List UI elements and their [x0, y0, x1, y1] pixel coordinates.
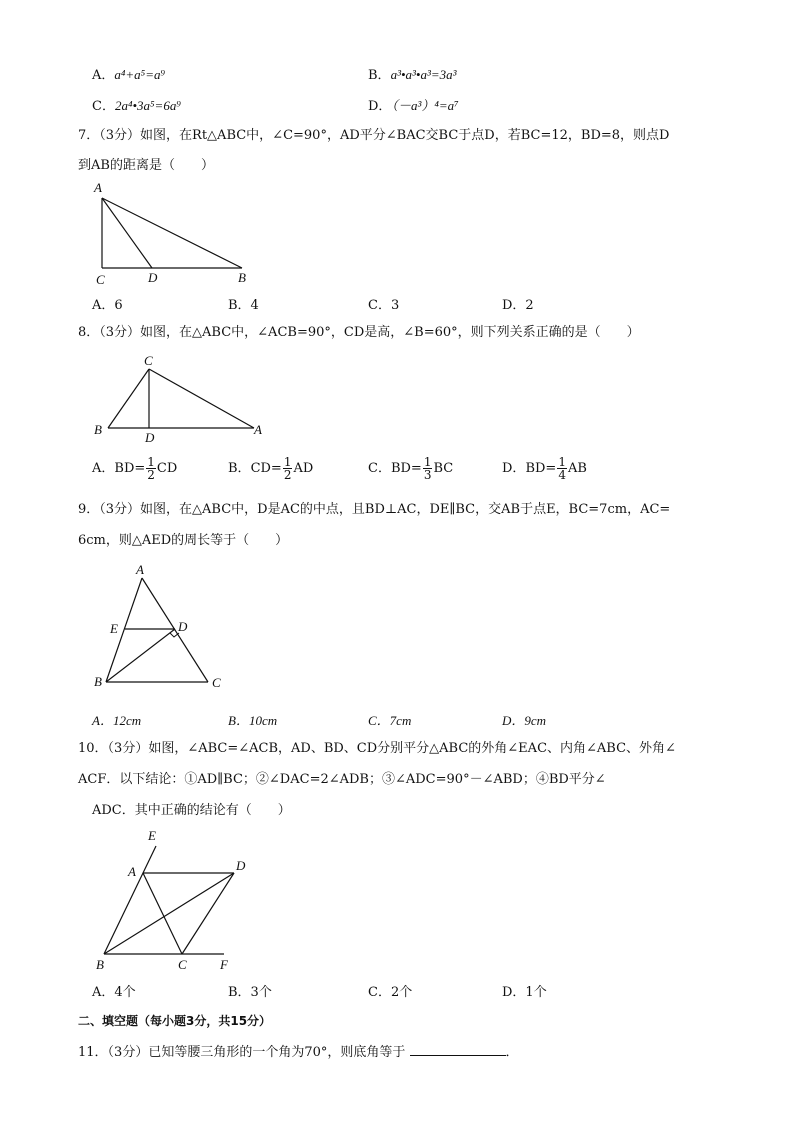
q7-label-a: A [94, 180, 102, 195]
q9-option-a: A．12cm [92, 713, 142, 728]
q8-option-b: B．CD= $\frac{1}{2}$ AD [228, 455, 314, 482]
q9-label-b: B [94, 674, 102, 689]
q10-option-a: A．4个 [92, 985, 136, 1000]
q7-stem-line2: 到AB的距离是（ ） [78, 158, 214, 173]
q6-option-a: A．a⁴+a⁵=a⁹ [92, 67, 165, 83]
q6-option-d: D．（－a³）⁴=a⁷ [368, 98, 459, 114]
q10-label-c: C [178, 957, 187, 972]
q10-label-a: A [128, 864, 136, 879]
q10-label-d: D [236, 858, 246, 873]
q6-option-b-expr: a³•a³•a³=3a³ [390, 67, 457, 82]
q10-label-b: B [96, 957, 104, 972]
q7-stem-line1: 7．（3分）如图，在Rt△ABC中，∠C=90°，AD平分∠BAC交BC于点D，若BC=12，BD=8，则点D [78, 128, 670, 143]
q10-option-d: D．1个 [502, 985, 547, 1000]
q6-option-d-expr: （－a³）⁴=a⁷ [391, 98, 459, 113]
q7-figure [90, 178, 260, 288]
q6-option-c: C．2a⁴•3a⁵=6a⁹ [92, 98, 181, 114]
q11-answer-blank [410, 1043, 506, 1056]
q10-stem-line2: ACF．以下结论：①AD∥BC；②∠DAC=2∠ADB；③∠ADC=90°－∠ABD；④BD平分∠ [78, 772, 606, 787]
q9-label-d: D [178, 619, 188, 634]
q8-option-c: C．BD= $\frac{1}{3}$ BC [368, 455, 454, 482]
q10-option-c: C．2个 [368, 985, 413, 1000]
q7-option-c: C．3 [368, 298, 400, 313]
q11-stem: 11．（3分）已知等腰三角形的一个角为70°，则底角等于 ． [78, 1045, 519, 1060]
q7-label-c: C [96, 272, 105, 287]
q10-label-f: F [220, 957, 228, 972]
q9-option-b: B．10cm [228, 713, 278, 728]
q8-stem: 8．（3分）如图，在△ABC中，∠ACB=90°，CD是高，∠B=60°，则下列关系正确的是（ ） [78, 325, 640, 340]
q8-label-b: B [94, 422, 102, 437]
section-fill-in-title: 二、填空题（每小题3分，共15分） [78, 1014, 272, 1028]
q10-stem-line1: 10．（3分）如图，∠ABC=∠ACB，AD、BD、CD分别平分△ABC的外角∠EAC、内角∠ABC、外角∠ [78, 741, 676, 756]
q10-option-b: B．3个 [228, 985, 272, 1000]
q10-stem-line3: ADC．其中正确的结论有（ ） [92, 803, 291, 818]
q9-label-c: C [212, 675, 221, 690]
q6-option-c-expr: 2a⁴•3a⁵=6a⁹ [114, 98, 181, 113]
q8-option-a: A．BD= $\frac{1}{2}$ CD [92, 455, 178, 482]
q10-label-e: E [148, 828, 156, 843]
q7-label-d: D [148, 270, 158, 285]
q8-label-c: C [144, 353, 153, 368]
q7-option-a: A．6 [92, 298, 123, 313]
q9-figure [90, 560, 240, 695]
q10-figure [90, 826, 250, 974]
q8-label-a: A [254, 422, 262, 437]
q7-option-d: D．2 [502, 298, 534, 313]
q9-stem-line1: 9．（3分）如图，在△ABC中，D是AC的中点，且BD⊥AC，DE∥BC，交AB于点E，BC=7cm，AC= [78, 502, 671, 517]
q9-label-e: E [110, 621, 118, 636]
q6-option-b: B．a³•a³•a³=3a³ [368, 67, 457, 83]
q7-option-b: B．4 [228, 298, 259, 313]
q8-figure [90, 352, 270, 448]
q9-label-a: A [136, 562, 144, 577]
q9-stem-line2: 6cm，则△AED的周长等于（ ） [78, 533, 289, 548]
q8-label-d: D [145, 430, 155, 445]
q9-option-d: D．9cm [502, 713, 547, 728]
q6-option-a-expr: a⁴+a⁵=a⁹ [114, 67, 165, 82]
q9-option-c: C．7cm [368, 713, 412, 728]
q7-label-b: B [238, 270, 246, 285]
q8-option-d: D．BD= $\frac{1}{4}$ AB [502, 455, 587, 482]
